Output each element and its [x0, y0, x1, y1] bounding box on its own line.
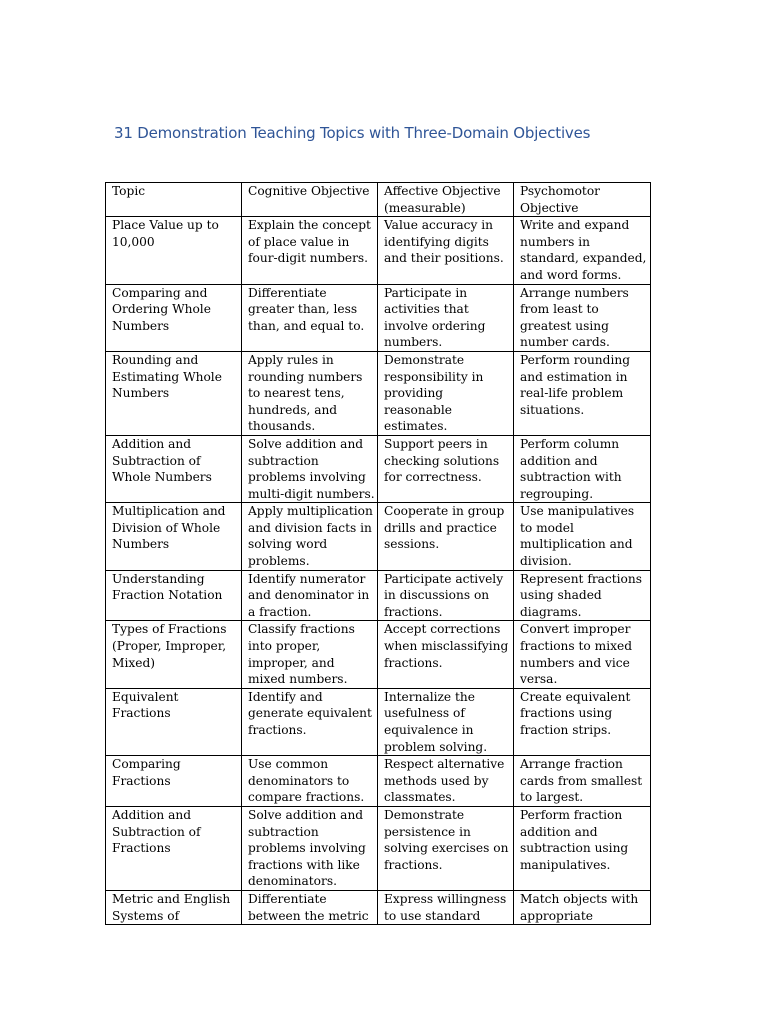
- psychomotor-cell: Represent fractions using shaded diagrams.: [514, 570, 651, 621]
- psychomotor-cell: Create equivalent fractions using fraction strips.: [514, 688, 651, 755]
- cognitive-cell: Apply multiplication and division facts in solving word problems.: [242, 503, 378, 570]
- table-header-row: [106, 183, 651, 217]
- document-title: 31 Demonstration Teaching Topics with Three-Domain Objectives: [114, 124, 591, 142]
- objectives-table-container: [105, 182, 651, 925]
- psychomotor-cell: Perform rounding and estimation in real-life problem situations.: [514, 351, 651, 435]
- affective-cell: Cooperate in group drills and practice sessions.: [378, 503, 514, 570]
- psychomotor-cell: Convert improper fractions to mixed numbers and vice versa.: [514, 621, 651, 688]
- cognitive-cell: Differentiate between the metric: [242, 890, 378, 924]
- header-topic: Topic: [106, 183, 242, 217]
- table-row: [106, 621, 651, 688]
- affective-cell: Respect alternative methods used by classmates.: [378, 756, 514, 807]
- affective-cell: Value accuracy in identifying digits and their positions.: [378, 217, 514, 284]
- psychomotor-cell: Arrange fraction cards from smallest to largest.: [514, 756, 651, 807]
- topic-cell: Equivalent Fractions: [106, 688, 242, 755]
- affective-cell: Demonstrate responsibility in providing reasonable estimates.: [378, 351, 514, 435]
- affective-cell: Accept corrections when misclassifying fractions.: [378, 621, 514, 688]
- table-row: [106, 435, 651, 502]
- topic-cell: Comparing Fractions: [106, 756, 242, 807]
- cognitive-cell: Apply rules in rounding numbers to nearest tens, hundreds, and thousands.: [242, 351, 378, 435]
- table-row: [106, 806, 651, 890]
- topic-cell: Addition and Subtraction of Whole Numbers: [106, 435, 242, 502]
- psychomotor-cell: Write and expand numbers in standard, expanded, and word forms.: [514, 217, 651, 284]
- psychomotor-cell: Perform column addition and subtraction with regrouping.: [514, 435, 651, 502]
- psychomotor-cell: Arrange numbers from least to greatest using number cards.: [514, 284, 651, 351]
- cognitive-cell: Solve addition and subtraction problems involving fractions with like denominators.: [242, 806, 378, 890]
- psychomotor-cell: Perform fraction addition and subtraction using manipulatives.: [514, 806, 651, 890]
- affective-cell: Participate actively in discussions on fractions.: [378, 570, 514, 621]
- topic-cell: Addition and Subtraction of Fractions: [106, 806, 242, 890]
- psychomotor-cell: Match objects with appropriate: [514, 890, 651, 924]
- topic-cell: Place Value up to 10,000: [106, 217, 242, 284]
- table-row: [106, 890, 651, 924]
- affective-cell: Support peers in checking solutions for correctness.: [378, 435, 514, 502]
- affective-cell: Express willingness to use standard: [378, 890, 514, 924]
- cognitive-cell: Identify and generate equivalent fractions.: [242, 688, 378, 755]
- topic-cell: Types of Fractions (Proper, Improper, Mixed): [106, 621, 242, 688]
- topic-cell: Metric and English Systems of: [106, 890, 242, 924]
- affective-cell: Demonstrate persistence in solving exercises on fractions.: [378, 806, 514, 890]
- cognitive-cell: Classify fractions into proper, improper, and mixed numbers.: [242, 621, 378, 688]
- topic-cell: Understanding Fraction Notation: [106, 570, 242, 621]
- table-row: [106, 217, 651, 284]
- cognitive-cell: Use common denominators to compare fractions.: [242, 756, 378, 807]
- cognitive-cell: Explain the concept of place value in four-digit numbers.: [242, 217, 378, 284]
- header-psychomotor-objective: Psychomotor Objective: [514, 183, 651, 217]
- table-row: [106, 570, 651, 621]
- cognitive-cell: Differentiate greater than, less than, and equal to.: [242, 284, 378, 351]
- header-cognitive-objective: Cognitive Objective: [242, 183, 378, 217]
- table-row: [106, 351, 651, 435]
- topic-cell: Comparing and Ordering Whole Numbers: [106, 284, 242, 351]
- affective-cell: Participate in activities that involve ordering numbers.: [378, 284, 514, 351]
- table-row: [106, 756, 651, 807]
- topic-cell: Multiplication and Division of Whole Numbers: [106, 503, 242, 570]
- affective-cell: Internalize the usefulness of equivalence in problem solving.: [378, 688, 514, 755]
- psychomotor-cell: Use manipulatives to model multiplication and division.: [514, 503, 651, 570]
- table-row: [106, 688, 651, 755]
- table-row: [106, 503, 651, 570]
- cognitive-cell: Identify numerator and denominator in a fraction.: [242, 570, 378, 621]
- header-affective-objective: Affective Objective (measurable): [378, 183, 514, 217]
- objectives-table: [105, 182, 651, 925]
- table-row: [106, 284, 651, 351]
- cognitive-cell: Solve addition and subtraction problems involving multi-digit numbers.: [242, 435, 378, 502]
- topic-cell: Rounding and Estimating Whole Numbers: [106, 351, 242, 435]
